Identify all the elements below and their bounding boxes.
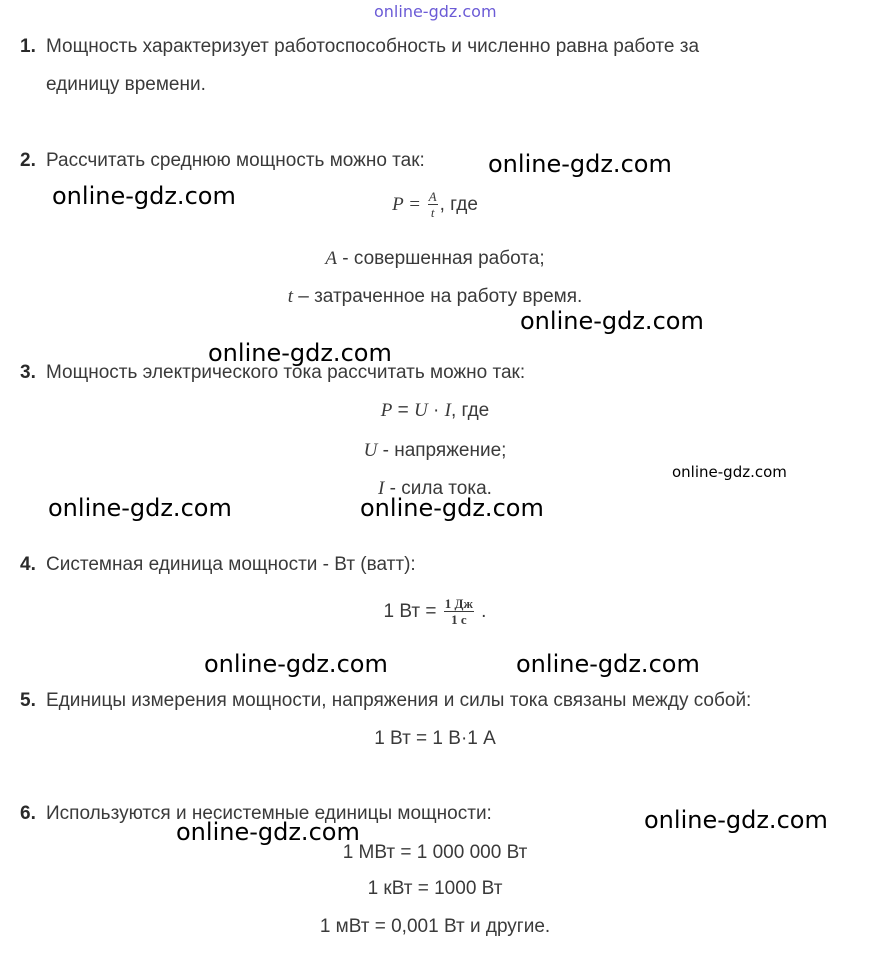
formula-var-i: I (444, 400, 451, 421)
item-text: Системная единица мощности - Вт (ватт): (46, 554, 416, 575)
watermark: online-gdz.com (52, 182, 236, 210)
definition-text: - напряжение; (377, 440, 507, 461)
item-4 (20, 554, 416, 576)
definition-u (0, 440, 870, 462)
definition-t (0, 286, 870, 308)
definition-var: U (363, 440, 378, 461)
watermark: online-gdz.com (516, 650, 700, 678)
definition-var: t (287, 286, 293, 307)
formula-units: 1 Вт = 1 В·1 А (374, 728, 496, 749)
fraction-denominator: t (430, 205, 435, 220)
watermark: online-gdz.com (644, 806, 828, 834)
watermark: online-gdz.com (360, 494, 544, 522)
formula-kilowatt: 1 кВт = 1000 Вт (367, 878, 503, 899)
item-2 (20, 150, 425, 172)
watermark: online-gdz.com (48, 494, 232, 522)
item-text: Используются и несистемные единицы мощности: (46, 803, 492, 824)
item-number: 4. (20, 554, 36, 575)
fraction-numerator: 1 Дж (444, 595, 473, 611)
fraction-numerator: A (428, 189, 437, 204)
item-1 (20, 36, 699, 58)
formula-lhs: 1 Вт = (383, 601, 442, 622)
item-number: 3. (20, 362, 36, 383)
fraction (444, 597, 474, 627)
definition-var: A (325, 248, 337, 269)
definition-a (0, 248, 870, 270)
watermark: online-gdz.com (520, 307, 704, 335)
item-number: 6. (20, 803, 36, 824)
item-5 (20, 690, 751, 712)
definition-text: - совершенная работа; (337, 248, 545, 269)
formula-tail: . (475, 601, 487, 622)
formula-var-p: P (380, 400, 393, 421)
definition-var: I (378, 478, 385, 499)
fraction (428, 190, 438, 220)
formula-var-u: U (414, 400, 428, 421)
item-text: Рассчитать среднюю мощность можно так: (46, 150, 425, 171)
item-text: Мощность характеризует работоспособность и численно равна работе за (46, 36, 700, 57)
watermark: online-gdz.com (672, 463, 787, 481)
formula-tail: , где (439, 194, 478, 216)
watermark-top: online-gdz.com (374, 2, 497, 21)
item-text: Мощность электрического тока рассчитать можно так: (46, 362, 526, 383)
item-number: 2. (20, 150, 36, 171)
definition-text: - сила тока. (384, 478, 492, 499)
formula-dot: · (427, 400, 445, 421)
watermark: online-gdz.com (488, 150, 672, 178)
formula-megawatt: 1 МВт = 1 000 000 Вт (342, 842, 528, 863)
item-1-continuation: единицу времени. (46, 74, 206, 95)
item-number: 5. (20, 690, 36, 711)
watermark: online-gdz.com (208, 339, 392, 367)
definition-text: – затраченное на работу время. (292, 286, 583, 307)
formula-watt (0, 595, 870, 629)
formula-milliwatt: 1 мВт = 0,001 Вт и другие. (319, 916, 551, 937)
formula-eq: = (392, 400, 414, 421)
watermark: online-gdz.com (204, 650, 388, 678)
item-number: 1. (20, 36, 36, 57)
fraction-denominator: 1 с (451, 611, 467, 627)
formula-tail: , где (450, 400, 490, 421)
watermark: online-gdz.com (176, 818, 360, 846)
formula-lhs: P = (392, 194, 426, 216)
formula-electric-power (0, 400, 870, 422)
item-text: Единицы измерения мощности, напряжения и силы тока связаны между собой: (46, 690, 752, 711)
